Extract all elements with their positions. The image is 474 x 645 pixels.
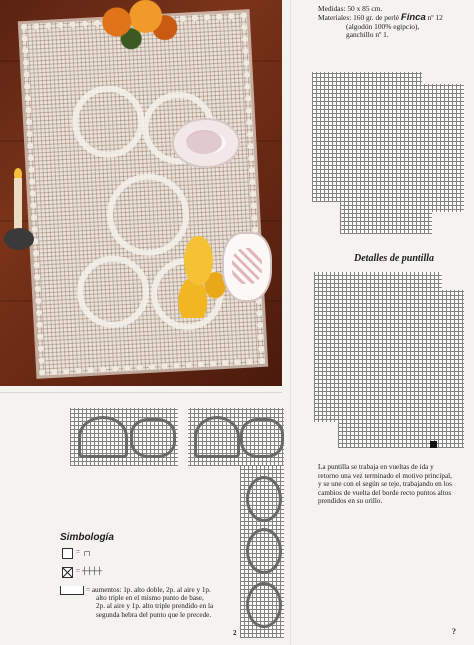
chart-motif xyxy=(246,476,282,522)
corner-edge-chart xyxy=(70,408,284,466)
description-line: La puntilla se trabaja en vueltas de ida y xyxy=(318,463,434,471)
teacup xyxy=(172,118,240,168)
puntilla-description xyxy=(318,463,466,506)
lace-motif xyxy=(75,254,151,330)
candle xyxy=(4,168,34,252)
chart-motif xyxy=(194,416,240,458)
description-line: prendidos en su orillo. xyxy=(318,497,383,506)
chart-notch xyxy=(442,272,464,290)
crossed-square-icon xyxy=(62,567,73,578)
corner-mark: ? xyxy=(452,627,456,636)
start-marker-icon xyxy=(430,441,437,448)
brand-name: Finca xyxy=(400,12,426,23)
chart-motif xyxy=(246,582,282,628)
flower-bouquet xyxy=(88,0,184,50)
side-edge-chart xyxy=(240,466,284,638)
puntilla-heading: Detalles de puntilla xyxy=(354,253,434,264)
chart-notch xyxy=(312,202,340,234)
symbol-meaning: = ┼┼┼┼ xyxy=(76,567,103,575)
symbol-line: alto triple en el mismo punto de base, xyxy=(96,594,204,603)
chart-notch xyxy=(432,212,464,234)
materials-line: (algodón 100% egipcio), xyxy=(346,22,420,31)
tablecloth-photo xyxy=(0,0,282,386)
description-line: y se une con el según se teje, trabajando en los xyxy=(318,480,452,489)
crochet-tablecloth xyxy=(21,12,265,375)
symbols-heading: Simbología xyxy=(60,532,114,543)
description-line: cambios de vuelta del borde recto puntos altos xyxy=(318,488,452,497)
chart-motif xyxy=(78,416,128,458)
materials-line: ganchillo nº 1. xyxy=(346,30,389,39)
divider xyxy=(0,392,282,393)
description-line: retorno una vez terminado el motivo principal, xyxy=(318,471,452,480)
measures-text: Medidas: 50 x 85 cm. xyxy=(318,4,383,13)
page-number: 2 xyxy=(233,629,237,637)
candle-stick xyxy=(14,178,22,232)
chart-notch xyxy=(422,72,464,84)
symbol-line: = aumentos: 1p. alto doble, 2p. al aire y 1p. xyxy=(86,586,211,594)
chart-motif xyxy=(240,418,284,458)
materials-suffix: nº 12 xyxy=(425,13,443,22)
chart-notch xyxy=(314,422,338,448)
lace-motif xyxy=(70,84,146,160)
symbol-line: 2p. al aire y 1p. alto triple prendido en la xyxy=(96,602,214,611)
increase-description xyxy=(86,586,236,619)
chart-motif xyxy=(246,528,282,574)
puntilla-chart xyxy=(314,272,464,448)
page-gutter xyxy=(290,0,291,645)
increase-bracket-icon xyxy=(60,586,84,595)
chart-motif xyxy=(130,418,176,458)
main-motif-chart xyxy=(312,72,464,234)
candle-holder xyxy=(4,228,34,250)
chart-gap xyxy=(178,408,188,466)
materials-prefix: Materiales: 160 gr. de perlé xyxy=(318,13,401,22)
empty-square-icon xyxy=(62,548,73,559)
milk-pitcher xyxy=(222,232,272,302)
symbol-line: segunda hebra del punto que le precede. xyxy=(96,610,212,619)
symbol-meaning: = ┌┐ xyxy=(76,548,93,556)
